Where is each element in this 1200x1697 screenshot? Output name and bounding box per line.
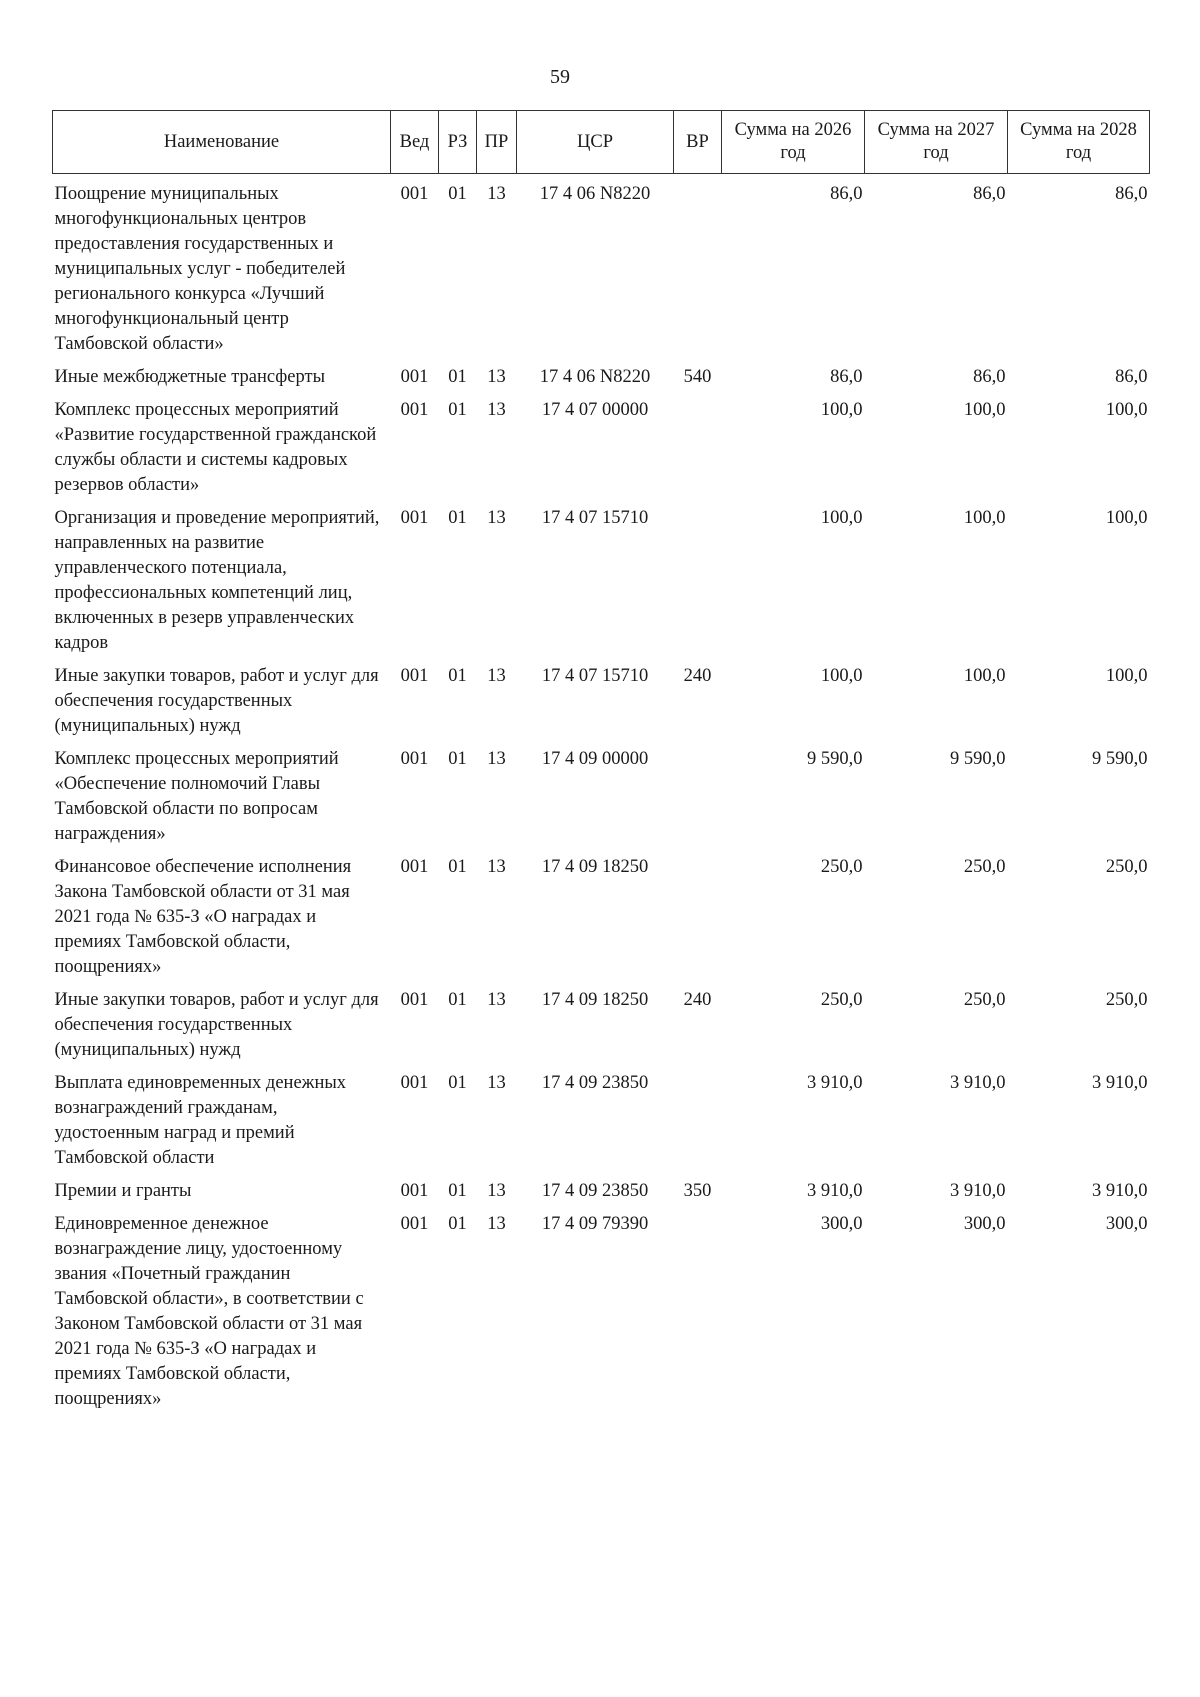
table-row xyxy=(53,656,1150,739)
row-name: Иные межбюджетные трансферты xyxy=(54,367,326,387)
table-row xyxy=(53,847,1150,980)
row-csr: 17 4 09 23850 xyxy=(541,1181,649,1201)
row-sum-2027: 100,0 xyxy=(963,400,1006,420)
row-pr: 13 xyxy=(487,184,506,204)
row-sum-2028: 9 590,0 xyxy=(1092,749,1148,769)
row-sum-2028: 3 910,0 xyxy=(1092,1181,1148,1201)
row-rz: 01 xyxy=(448,1214,467,1234)
row-vr: 350 xyxy=(683,1181,712,1201)
table-row xyxy=(53,1063,1150,1171)
row-sum-2027: 300,0 xyxy=(963,1214,1006,1234)
row-sum-2026: 86,0 xyxy=(830,184,863,204)
row-sum-2026: 250,0 xyxy=(820,857,863,877)
row-sum-2028: 250,0 xyxy=(1105,990,1148,1010)
row-vr xyxy=(674,1204,722,1412)
row-sum-2026: 9 590,0 xyxy=(807,749,863,769)
row-csr: 17 4 07 15710 xyxy=(541,666,649,686)
row-rz: 01 xyxy=(448,184,467,204)
row-rz: 01 xyxy=(448,666,467,686)
row-sum-2028: 250,0 xyxy=(1105,857,1148,877)
row-ved: 001 xyxy=(400,857,429,877)
row-csr: 17 4 09 18250 xyxy=(541,857,649,877)
row-name: Премии и гранты xyxy=(54,1181,192,1201)
row-csr: 17 4 09 00000 xyxy=(541,749,649,769)
row-sum-2027: 100,0 xyxy=(963,508,1006,528)
row-csr: 17 4 09 23850 xyxy=(541,1073,649,1093)
row-pr: 13 xyxy=(487,508,506,528)
row-pr: 13 xyxy=(487,1214,506,1234)
row-csr: 17 4 07 15710 xyxy=(541,508,649,528)
row-pr: 13 xyxy=(487,857,506,877)
row-rz: 01 xyxy=(448,508,467,528)
row-sum-2027: 3 910,0 xyxy=(950,1181,1006,1201)
row-pr: 13 xyxy=(487,1181,506,1201)
row-pr: 13 xyxy=(487,749,506,769)
row-pr: 13 xyxy=(487,400,506,420)
table-row xyxy=(53,357,1150,390)
row-name: Иные закупки товаров, работ и услуг для обеспечения государственных (муниципальных) нужд xyxy=(54,666,379,736)
table-row xyxy=(53,1171,1150,1204)
row-ved: 001 xyxy=(400,184,429,204)
row-ved: 001 xyxy=(400,666,429,686)
row-name: Единовременное денежное вознаграждение лицу, удостоенному звания «Почетный гражданин Тамбовской области», в соответствии с Законом Тамбовской области от 31 мая 2021 года № 635-З «О наградах и премиях Тамбовской области, поощрениях» xyxy=(54,1214,364,1409)
table-body xyxy=(53,174,1150,1413)
header-pr: ПР xyxy=(477,111,517,174)
row-csr: 17 4 07 00000 xyxy=(541,400,649,420)
row-sum-2026: 250,0 xyxy=(820,990,863,1010)
row-csr: 17 4 09 79390 xyxy=(541,1214,649,1234)
row-ved: 001 xyxy=(400,749,429,769)
row-sum-2026: 86,0 xyxy=(830,367,863,387)
row-pr: 13 xyxy=(487,666,506,686)
row-sum-2028: 3 910,0 xyxy=(1092,1073,1148,1093)
header-sum-2027: Сумма на 2027 год xyxy=(865,111,1008,174)
row-sum-2026: 100,0 xyxy=(820,508,863,528)
row-vr xyxy=(674,498,722,656)
header-rz: РЗ xyxy=(439,111,477,174)
row-ved: 001 xyxy=(400,1073,429,1093)
row-rz: 01 xyxy=(448,990,467,1010)
row-ved: 001 xyxy=(400,367,429,387)
row-sum-2028: 100,0 xyxy=(1105,508,1148,528)
row-pr: 13 xyxy=(487,1073,506,1093)
row-name: Поощрение муниципальных многофункциональных центров предоставления государственных и муниципальных услуг - победителей регионального конкурса «Лучший многофункциональный центр Тамбовской области» xyxy=(54,184,346,354)
row-rz: 01 xyxy=(448,857,467,877)
row-sum-2027: 100,0 xyxy=(963,666,1006,686)
row-sum-2027: 250,0 xyxy=(963,990,1006,1010)
row-rz: 01 xyxy=(448,1073,467,1093)
row-name: Финансовое обеспечение исполнения Закона Тамбовской области от 31 мая 2021 года № 635-З «О наградах и премиях Тамбовской области, поощрениях» xyxy=(54,857,352,977)
header-vr: ВР xyxy=(674,111,722,174)
row-rz: 01 xyxy=(448,1181,467,1201)
row-sum-2026: 100,0 xyxy=(820,666,863,686)
row-pr: 13 xyxy=(487,367,506,387)
row-pr: 13 xyxy=(487,990,506,1010)
row-sum-2027: 3 910,0 xyxy=(950,1073,1006,1093)
row-sum-2028: 100,0 xyxy=(1105,666,1148,686)
row-name: Комплекс процессных мероприятий «Обеспечение полномочий Главы Тамбовской области по вопросам награждения» xyxy=(54,749,339,844)
table-row xyxy=(53,390,1150,498)
row-sum-2028: 86,0 xyxy=(1115,367,1148,387)
row-vr xyxy=(674,847,722,980)
row-ved: 001 xyxy=(400,508,429,528)
table-row xyxy=(53,739,1150,847)
table-row xyxy=(53,980,1150,1063)
header-ved: Вед xyxy=(391,111,439,174)
row-sum-2027: 9 590,0 xyxy=(950,749,1006,769)
row-sum-2027: 86,0 xyxy=(973,184,1006,204)
budget-table xyxy=(52,110,1150,1412)
row-sum-2026: 3 910,0 xyxy=(807,1073,863,1093)
header-sum-2026: Сумма на 2026 год xyxy=(722,111,865,174)
row-csr: 17 4 06 N8220 xyxy=(539,184,651,204)
row-ved: 001 xyxy=(400,400,429,420)
table-row xyxy=(53,498,1150,656)
row-name: Комплекс процессных мероприятий «Развитие государственной гражданской службы области и системы кадровых резервов области» xyxy=(54,400,377,495)
table-header xyxy=(53,111,1150,174)
row-vr xyxy=(674,390,722,498)
row-sum-2028: 100,0 xyxy=(1105,400,1148,420)
row-name: Организация и проведение мероприятий, направленных на развитие управленческого потенциала, профессиональных компетенций лиц, включенных в резерв управленческих кадров xyxy=(54,508,380,653)
row-sum-2027: 86,0 xyxy=(973,367,1006,387)
row-sum-2028: 300,0 xyxy=(1105,1214,1148,1234)
row-sum-2028: 86,0 xyxy=(1115,184,1148,204)
row-vr: 540 xyxy=(683,367,712,387)
header-name: Наименование xyxy=(53,111,391,174)
row-name: Иные закупки товаров, работ и услуг для обеспечения государственных (муниципальных) нужд xyxy=(54,990,379,1060)
header-sum-2028: Сумма на 2028 год xyxy=(1008,111,1150,174)
row-sum-2026: 100,0 xyxy=(820,400,863,420)
row-vr xyxy=(674,1063,722,1171)
row-rz: 01 xyxy=(448,749,467,769)
row-vr: 240 xyxy=(683,666,712,686)
row-sum-2026: 300,0 xyxy=(820,1214,863,1234)
row-ved: 001 xyxy=(400,1181,429,1201)
row-csr: 17 4 09 18250 xyxy=(541,990,649,1010)
row-rz: 01 xyxy=(448,367,467,387)
row-rz: 01 xyxy=(448,400,467,420)
row-ved: 001 xyxy=(400,990,429,1010)
row-name: Выплата единовременных денежных вознаграждений гражданам, удостоенным наград и премий Тамбовской области xyxy=(54,1073,347,1168)
table-row xyxy=(53,1204,1150,1412)
row-csr: 17 4 06 N8220 xyxy=(539,367,651,387)
row-vr xyxy=(674,174,722,358)
row-sum-2026: 3 910,0 xyxy=(807,1181,863,1201)
row-vr: 240 xyxy=(683,990,712,1010)
header-csr: ЦСР xyxy=(517,111,674,174)
row-vr xyxy=(674,739,722,847)
row-ved: 001 xyxy=(400,1214,429,1234)
row-sum-2027: 250,0 xyxy=(963,857,1006,877)
table-row xyxy=(53,174,1150,358)
page-number: 59 xyxy=(550,66,570,88)
